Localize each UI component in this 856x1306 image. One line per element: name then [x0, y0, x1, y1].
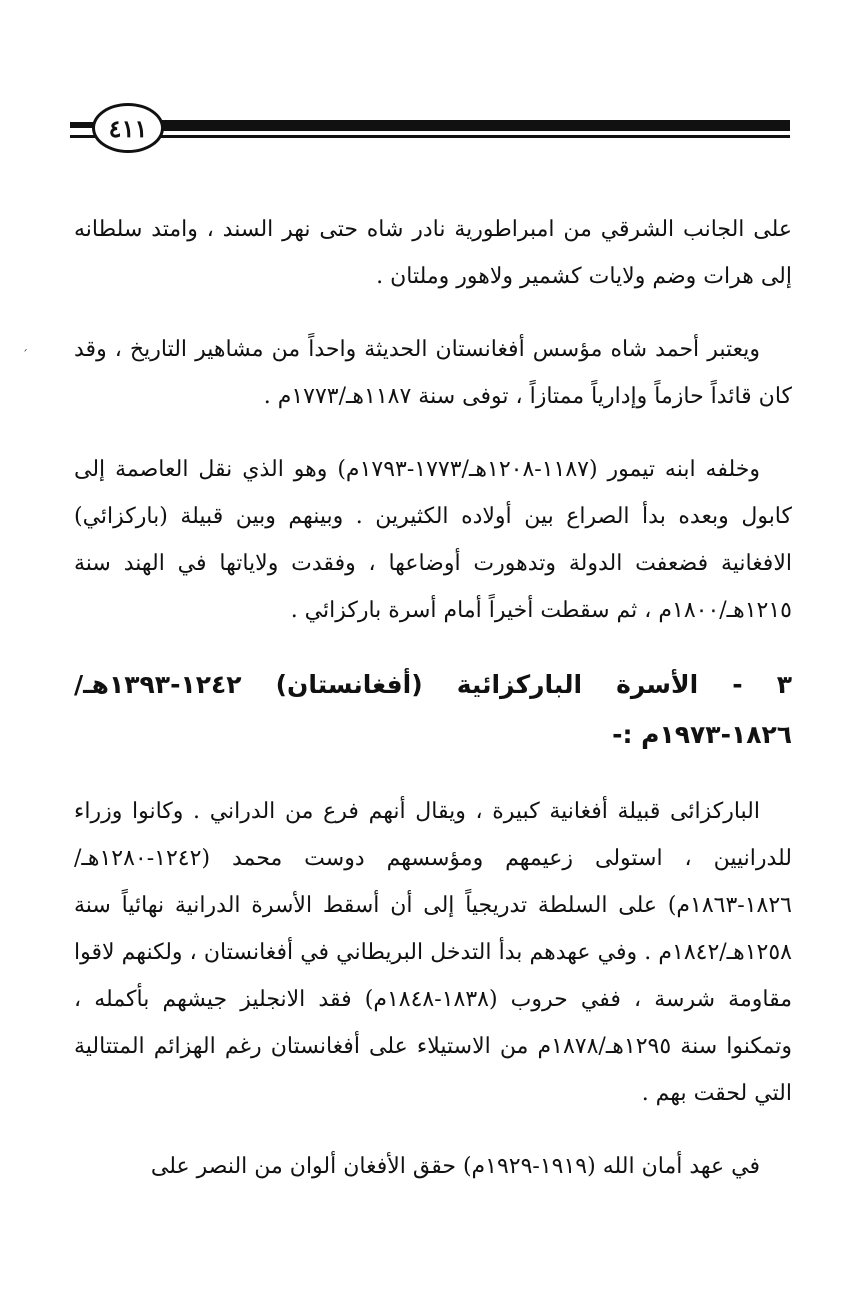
paragraph-3: وخلفه ابنه تيمور (١١٨٧-١٢٠٨هـ/١٧٧٣-١٧٩٣م) وهو الذي نقل العاصمة إلى كابول وبعده بدأ الصراع بين أولاده الكثيرين . وبينهم وبين قبيلة (باركزائي) الافغانية فضعفت الدولة وتدهورت أوضاعها ، وفقدت ولاياتها في الهند سنة ١٢١٥هـ/١٨٠٠م ، ثم سقطت أخيراً أمام أسرة باركزائي . [74, 457, 792, 623]
page-header [70, 100, 790, 160]
paragraph-2: ويعتبر أحمد شاه مؤسس أفغانستان الحديثة واحداً من مشاهير التاريخ ، وقد كان قائداً حازماً وإدارياً ممتازاً ، توفى سنة ١١٨٧هـ/١٧٧٣م . [74, 337, 792, 409]
paragraph-4: الباركزائى قبيلة أفغانية كبيرة ، ويقال أنهم فرع من الدراني . وكانوا وزراء للدرانيين ، استولى زعيمهم ومؤسسهم دوست محمد (١٢٤٢-١٢٨٠هـ/١٨٢٦-١٨٦٣م) على السلطة تدريجياً إلى أن أسقط الأسرة الدرانية نهائياً سنة ١٢٥٨هـ/١٨٤٢م . وفي عهدهم بدأ التدخل البريطاني في أفغانستان ، ولكنهم لاقوا مقاومة شرسة ، ففي حروب (١٨٣٨-١٨٤٨م) فقد الانجليز جيشهم بأكمله ، وتمكنوا سنة ١٢٩٥هـ/١٨٧٨م من الاستيلاء على أفغانستان رغم الهزائم المتتالية التي لحقت بهم . [74, 799, 792, 1106]
page-number: ٤١١ [92, 103, 164, 153]
margin-mark: ˊ [22, 348, 28, 362]
header-rule-thick [146, 120, 790, 131]
page-body [74, 206, 792, 1216]
header-rule-thin [146, 135, 790, 138]
paragraph-1: على الجانب الشرقي من امبراطورية نادر شاه حتى نهر السند ، وامتد سلطانه إلى هرات وضم ولايات كشمير ولاهور وملتان . [74, 217, 792, 289]
paragraph-5: في عهد أمان الله (١٩١٩-١٩٢٩م) حقق الأفغان ألوان من النصر على [150, 1154, 760, 1179]
section-heading: ٣ - الأسرة الباركزائية (أفغانستان) ١٢٤٢-١٣٩٣هـ/١٨٢٦-١٩٧٣م :- [74, 670, 792, 749]
